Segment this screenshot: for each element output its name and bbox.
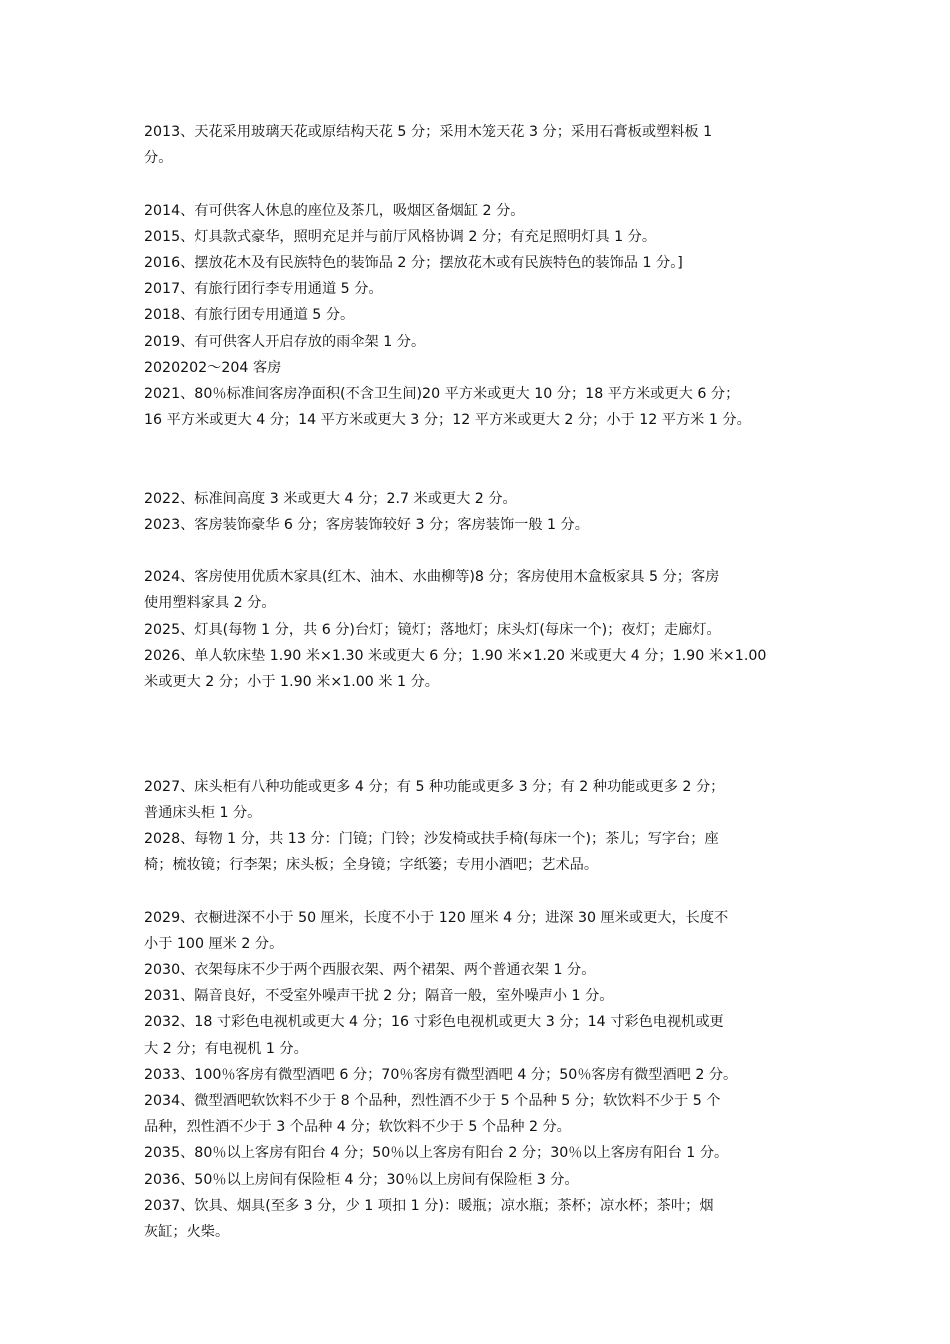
text-line: 2030、衣架每床不少于两个西服衣架、两个裙架、两个普通衣架 1 分。 [144,962,596,978]
text-line: 2018、有旅行团专用通道 5 分。 [144,307,355,324]
text-line: 大 2 分；有电视机 1 分。 [144,1040,308,1057]
text-line: 2032、18 寸彩色电视机或更大 4 分；16 寸彩色电视机或更大 3 分；14 寸彩色电视机或更 [144,1014,724,1031]
text-line: 小于 100 厘米 2 分。 [144,935,284,952]
blank-line [144,459,816,485]
text-line: 2036、50％以上房间有保险柜 4 分；30％以上房间有保险柜 3 分。 [144,1171,579,1188]
text-line: 分。 [144,150,173,167]
text-line: 2020202～204 客房 [144,359,282,376]
blank-line [144,433,816,459]
text-line: 2022、标准间高度 3 米或更大 4 分；2.7 米或更大 2 分。 [144,490,517,507]
text-line: 灰缸；火柴。 [144,1223,230,1240]
blank-line [144,171,816,197]
text-line: 品种，烈性酒不少于 3 个品种 4 分；软饮料不少于 5 个品种 2 分。 [144,1119,571,1136]
blank-line [144,721,816,747]
text-line: 2024、客房使用优质木家具(红木、油木、水曲柳等)8 分；客房使用木盒板家具 5 分；客房 [144,569,720,586]
text-line: 2021、80％标准间客房净面积(不含卫生间)20 平方米或更大 10 分；18 平方米或更大 6 分； [144,385,740,402]
text-line: 2034、微型酒吧软饮料不少于 8 个品种，烈性酒不少于 5 个品种 5 分；软饮料不少于 5 个 [144,1092,721,1109]
text-line: 2013、天花采用玻璃天花或原结构天花 5 分；采用木笼天花 3 分；采用石膏板或塑料板 1 [144,124,713,140]
text-line: 普通床头柜 1 分。 [144,804,262,821]
text-line: 2014、有可供客人休息的座位及茶几，吸烟区备烟缸 2 分。 [144,202,525,219]
blank-line [144,878,816,904]
text-line: 2019、有可供客人开启存放的雨伞架 1 分。 [144,333,426,350]
text-line: 2016、摆放花木及有民族特色的装饰品 2 分；摆放花木或有民族特色的装饰品 1 分。] [144,254,683,271]
text-line: 2033、100％客房有微型酒吧 6 分；70％客房有微型酒吧 4 分；50％客房有微型酒吧 2 分。 [144,1066,738,1083]
blank-line [144,748,816,774]
text-line: 椅；梳妆镜；行李架；床头板；全身镜；字纸篓；专用小酒吧；艺术品。 [144,857,599,874]
text-line: 2023、客房装饰豪华 6 分；客房装饰较好 3 分；客房装饰一般 1 分。 [144,516,589,533]
blank-line [144,695,816,721]
text-line: 2017、有旅行团行李专用通道 5 分。 [144,281,383,298]
text-line: 2029、衣橱进深不小于 50 厘米，长度不小于 120 厘米 4 分；进深 30 厘米或更大，长度不 [144,909,729,926]
blank-line [144,538,816,564]
text-line: 16 平方米或更大 4 分；14 平方米或更大 3 分；12 平方米或更大 2 分；小于 12 平方米 1 分。 [144,412,751,429]
text-line: 使用塑料家具 2 分。 [144,595,276,612]
text-line: 2027、床头柜有八种功能或更多 4 分；有 5 种功能或更多 3 分；有 2 种功能或更多 2 分； [144,778,725,795]
text-line: 2015、灯具款式豪华，照明充足并与前厅风格协调 2 分；有充足照明灯具 1 分。 [144,228,657,245]
text-line: 2031、隔音良好，不受室外噪声干扰 2 分；隔音一般，室外噪声小 1 分。 [144,988,614,1005]
text-line: 2035、80％以上客房有阳台 4 分；50％以上客房有阳台 2 分；30％以上客房有阳台 1 分。 [144,1145,729,1162]
text-line: 2026、单人软床垫 1.90 米×1.30 米或更大 6 分；1.90 米×1.20 米或更大 4 分；1.90 米×1.00 [144,647,767,664]
text-line: 2037、饮具、烟具(至多 3 分，少 1 项扣 1 分)：暖瓶；凉水瓶；茶杯；凉水杯；茶叶；烟 [144,1197,714,1214]
text-line: 米或更大 2 分；小于 1.90 米×1.00 米 1 分。 [144,673,439,690]
text-line: 2028、每物 1 分，共 13 分：门镜；门铃；沙发椅或扶手椅(每床一个)；茶儿；写字台；座 [144,831,719,848]
document-body [144,119,816,1245]
text-line: 2025、灯具(每物 1 分，共 6 分)台灯；镜灯；落地灯；床头灯(每床一个)；夜灯；走廊灯。 [144,621,721,638]
